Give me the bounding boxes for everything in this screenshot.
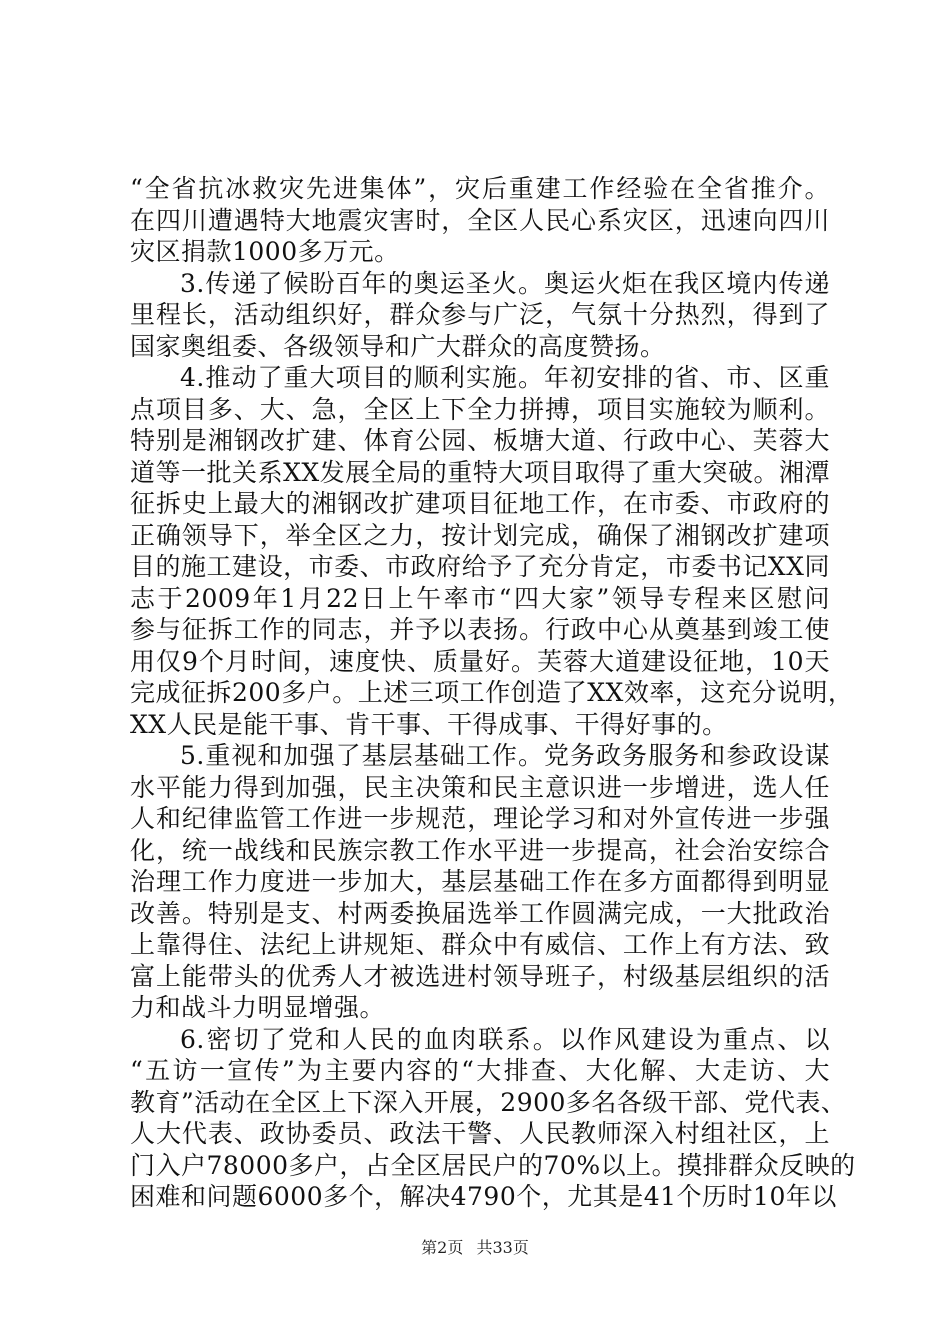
text-line: 富上能带头的优秀人才被选进村领导班子，村级基层组织的活 xyxy=(130,961,830,991)
paragraph xyxy=(130,268,830,363)
paragraph xyxy=(130,362,854,740)
text-line: 征拆史上最大的湘钢改扩建项目征地工作，在市委、市政府的 xyxy=(130,489,830,518)
text-line: 点项目多、大、急，全区上下全力拼搏，项目实施较为顺利。 xyxy=(130,394,830,424)
text-line: 教育”活动在全区上下深入开展，2900多名各级干部、党代表、 xyxy=(130,1087,847,1117)
text-line: 特别是湘钢改扩建、体育公园、板塘大道、行政中心、芙蓉大 xyxy=(130,426,830,455)
text-line: 上靠得住、法纪上讲规矩、群众中有威信、工作上有方法、致 xyxy=(130,930,830,959)
text-line: 困难和问题6000多个，解决4790个，尤其是41个历时10年以 xyxy=(130,1182,837,1211)
text-line: 改善。特别是支、村两委换届选举工作圆满完成，一大批政治 xyxy=(130,898,830,928)
paragraph xyxy=(130,740,830,1024)
text-line: 在四川遭遇特大地震灾害时，全区人民心系灾区，迅速向四川 xyxy=(130,205,830,235)
text-line: 水平能力得到加强，民主决策和民主意识进一步增进，选人任 xyxy=(130,772,830,802)
document-body xyxy=(130,173,856,1213)
page-footer xyxy=(0,1238,950,1258)
text-line: 正确领导下，举全区之力，按计划完成，确保了湘钢改扩建项 xyxy=(130,520,830,550)
text-line: 门入户78000多户，占全区居民户的70%以上。摸排群众反映的 xyxy=(130,1150,856,1180)
page-number: 第2页 xyxy=(421,1238,464,1257)
text-line: 完成征拆200多户。上述三项工作创造了XX效率，这充分说明， xyxy=(130,678,854,707)
text-line: 里程长，活动组织好，群众参与广泛，气氛十分热烈，得到了 xyxy=(130,300,830,329)
text-line: 4.推动了重大项目的顺利实施。年初安排的省、市、区重 xyxy=(180,363,830,392)
text-line: 5.重视和加强了基层基础工作。党务政务服务和参政设谋 xyxy=(180,741,830,770)
text-line: 参与征拆工作的同志，并予以表扬。行政中心从奠基到竣工使 xyxy=(130,615,830,644)
text-line: 人大代表、政协委员、政法干警、人民教师深入村组社区，上 xyxy=(130,1119,830,1148)
text-line: 志于2009年1月22日上午率市“四大家”领导专程来区慰问 xyxy=(130,583,830,613)
text-line: 6.密切了党和人民的血肉联系。以作风建设为重点、以 xyxy=(180,1024,830,1054)
paragraph xyxy=(130,1024,856,1213)
paragraph xyxy=(130,173,830,268)
text-line: 力和战斗力明显增强。 xyxy=(130,993,386,1022)
text-line: 治理工作力度进一步加大，基层基础工作在多方面都得到明显 xyxy=(130,867,830,896)
text-line: 国家奥组委、各级领导和广大群众的高度赞扬。 xyxy=(130,331,666,361)
page-total: 共33页 xyxy=(476,1238,529,1257)
text-line: “五访一宣传”为主要内容的“大排查、大化解、大走访、大 xyxy=(130,1056,830,1085)
text-line: 灾区捐款1000多万元。 xyxy=(130,237,400,266)
text-line: 人和纪律监管工作进一步规范，理论学习和对外宣传进一步强 xyxy=(130,804,830,833)
text-line: 道等一批关系XX发展全局的重特大项目取得了重大突破。湘潭 xyxy=(130,457,830,487)
text-line: 化，统一战线和民族宗教工作水平进一步提高，社会治安综合 xyxy=(130,835,830,865)
text-line: XX人民是能干事、肯干事、干得成事、干得好事的。 xyxy=(130,709,728,739)
text-line: “全省抗冰救灾先进集体”，灾后重建工作经验在全省推介。 xyxy=(130,174,830,203)
text-line: 目的施工建设，市委、市政府给予了充分肯定，市委书记XX同 xyxy=(130,552,830,581)
text-line: 用仅9个月时间，速度快、质量好。芙蓉大道建设征地，10天 xyxy=(130,646,830,676)
text-line: 3.传递了候盼百年的奥运圣火。奥运火炬在我区境内传递 xyxy=(180,268,830,298)
